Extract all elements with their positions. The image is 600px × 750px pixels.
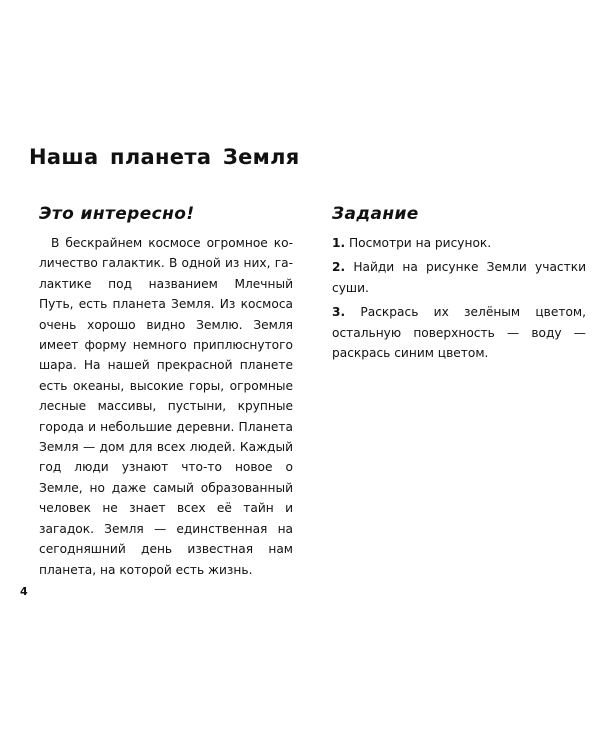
task-item-text: Найди на рисунке Земли участки суши. — [332, 260, 587, 295]
interesting-heading: Это интересно! — [39, 204, 195, 224]
task-item — [332, 233, 586, 253]
task-item-number: 3. — [332, 305, 346, 320]
interesting-text: В бескрайнем космосе огромное количество галактик. В одной из них, галактике под названием Млечный Путь, есть планета Земля. Из космоса очень хорошо видно Землю. Земля имеет форму немного приплюснутого шара. На нашей прекрасной планете есть океаны, высокие горы, огромные лесные массивы, пустыни, крупные города и небольшие деревни. Планета Земля — дом для всех людей. Каждый год люди узнают что-то новое о Земле, но даже самый образованный человек не знает всех её тайн и загадок. Земля — единственная на сегодняшний день известная нам планета, на которой есть жизнь. — [39, 236, 293, 577]
task-item-text: Раскрась их зелёным цветом, остальную поверхность — воду — раскрась синим цветом. — [332, 305, 586, 361]
page-number: 4 — [20, 585, 28, 598]
task-item-text: Посмотри на рисунок. — [349, 236, 492, 250]
task-item-number: 2. — [332, 260, 346, 275]
task-section — [332, 203, 586, 367]
interesting-section — [39, 203, 293, 580]
task-heading: Задание — [332, 204, 419, 224]
page-title: Наша планета Земля — [29, 145, 300, 169]
task-item — [332, 302, 586, 363]
task-item-number: 1. — [332, 236, 346, 250]
task-item — [332, 257, 586, 298]
